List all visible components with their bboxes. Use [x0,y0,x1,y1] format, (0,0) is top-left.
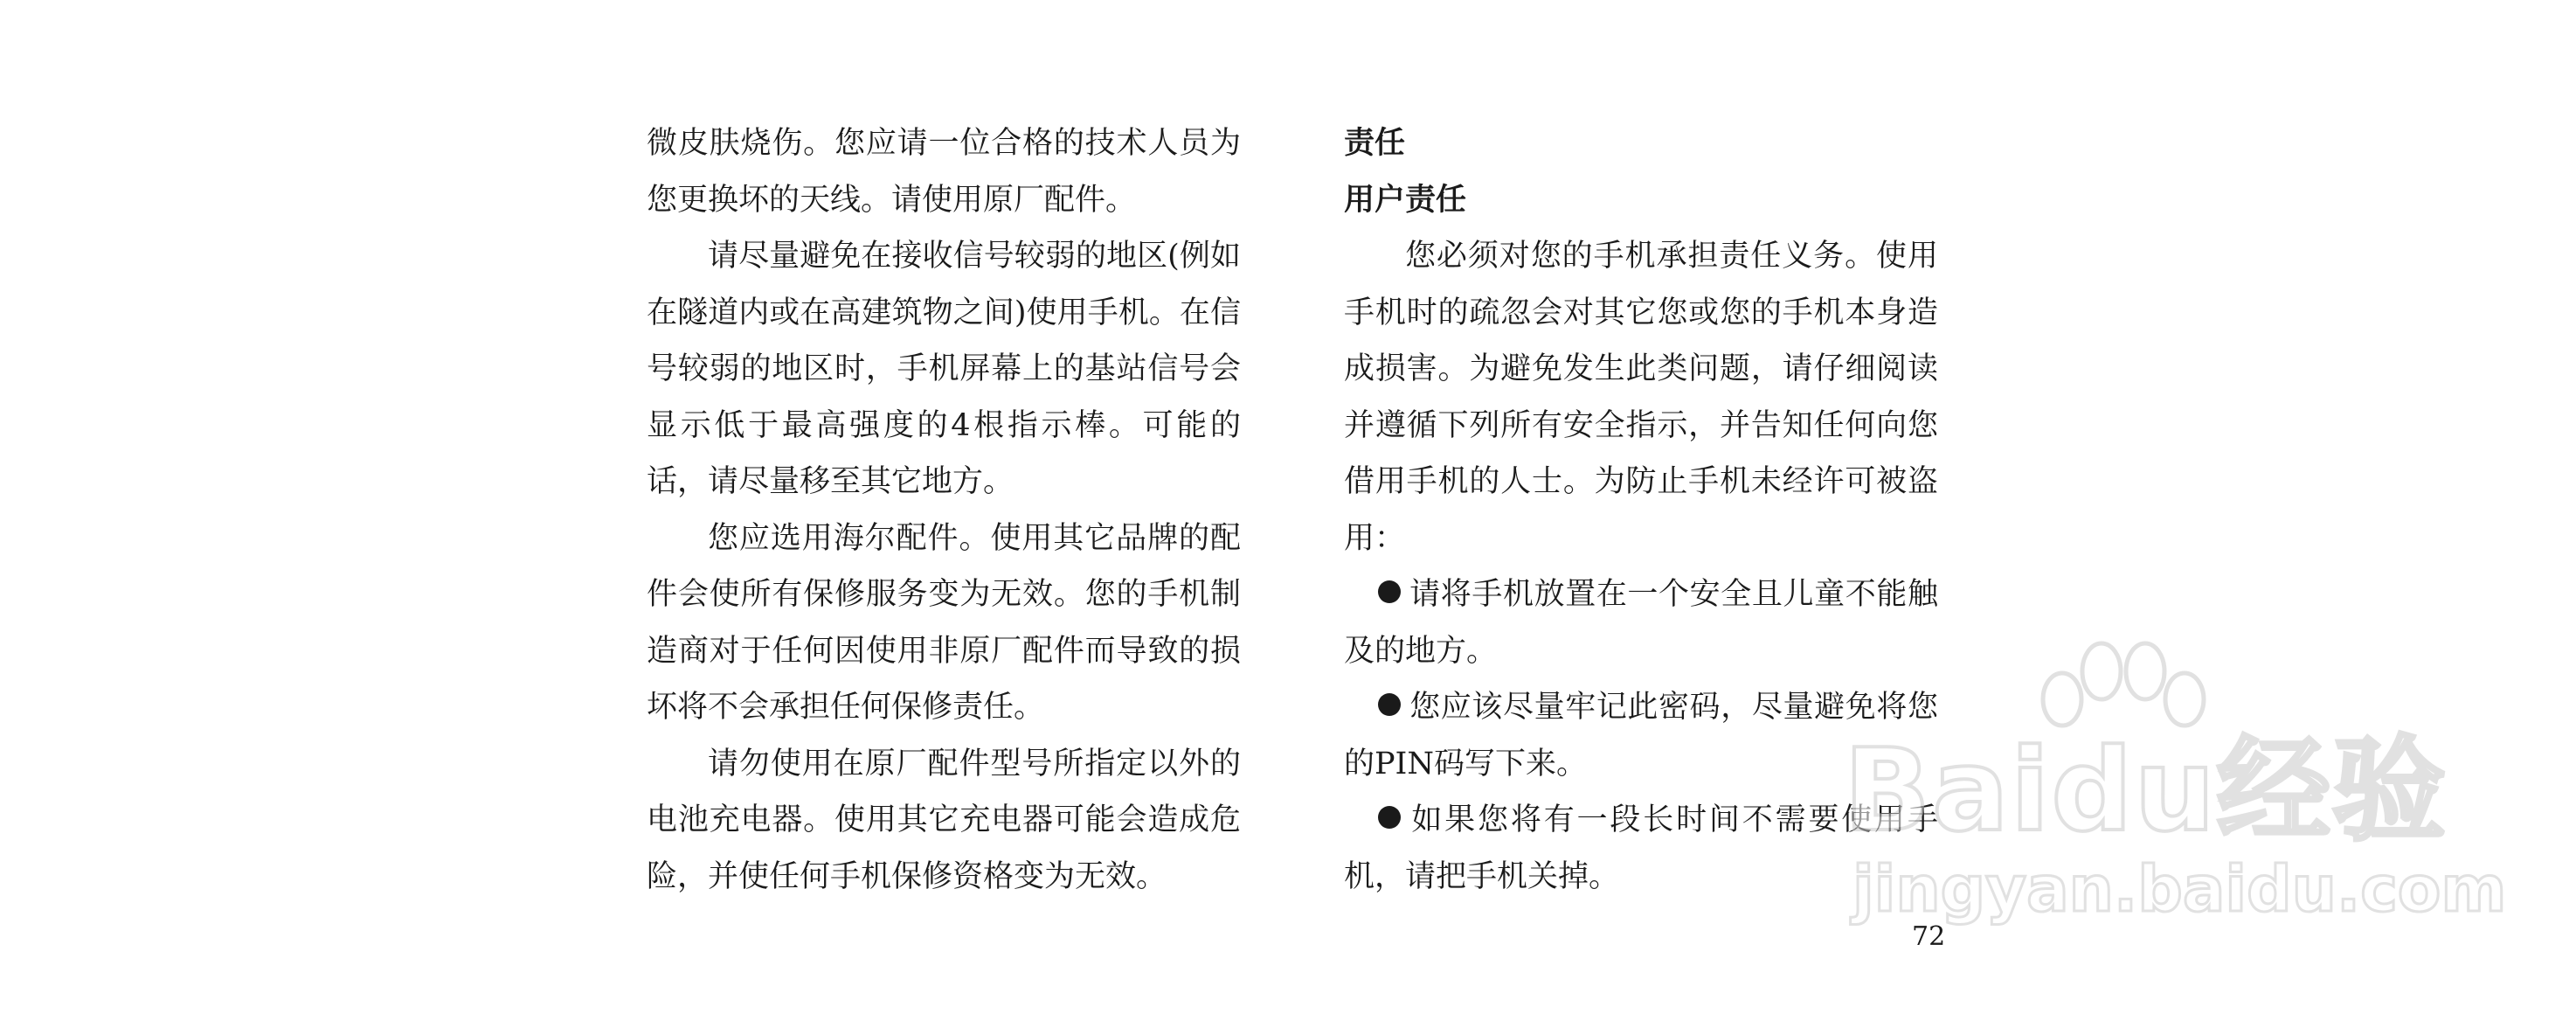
section-subheading: 用户责任 [1344,181,1467,218]
left-column [647,115,1241,905]
paragraph: 您应选用海尔配件。使用其它品牌的配件会使所有保修服务变为无效。您的手机制造商对于任何因使用非原厂配件而导致的损坏将不会承担任何保修责任。 [647,520,1241,725]
intro-paragraph: 您必须对您的手机承担责任义务。使用手机时的疏忽会对其它您或您的手机本身造成损害。为避免发生此类问题，请仔细阅读并遵循下列所有安全指示，并告知任何向您借用手机的人士。为防止手机未经许可被盗用： [1344,239,1938,556]
bullet-icon [1378,693,1401,716]
page-number: 72 [1912,921,1946,952]
watermark-domain: jingyan.baidu.com [1852,852,2507,926]
paragraph: 微皮肤烧伤。您应请一位合格的技术人员为您更换坏的天线。请使用原厂配件。 [647,126,1241,218]
section-heading: 责任 [1344,125,1406,161]
paragraph: 请尽量避免在接收信号较弱的地区(例如在隧道内或在高建筑物之间)使用手机。在信号较弱的地区时，手机屏幕上的基站信号会显示低于最高强度的4根指示棒。可能的话，请尽量移至其它地方。 [647,239,1241,499]
watermark-wordmark: Baidu经验 [1844,724,2448,857]
bullet-text: 您应该尽量牢记此密码，尽量避免将您的PIN码写下来。 [1344,690,1938,781]
bullet-text: 请将手机放置在一个安全且儿童不能触及的地方。 [1344,577,1938,669]
paragraph: 请勿使用在原厂配件型号所指定以外的电池充电器。使用其它充电器可能会造成危险，并使任何手机保修资格变为无效。 [647,746,1241,894]
bullet-icon [1378,580,1401,603]
bullet-icon [1378,806,1401,829]
bullet-text: 如果您将有一段长时间不需要使用手机，请把手机关掉。 [1344,802,1938,894]
watermark [1791,638,2507,953]
